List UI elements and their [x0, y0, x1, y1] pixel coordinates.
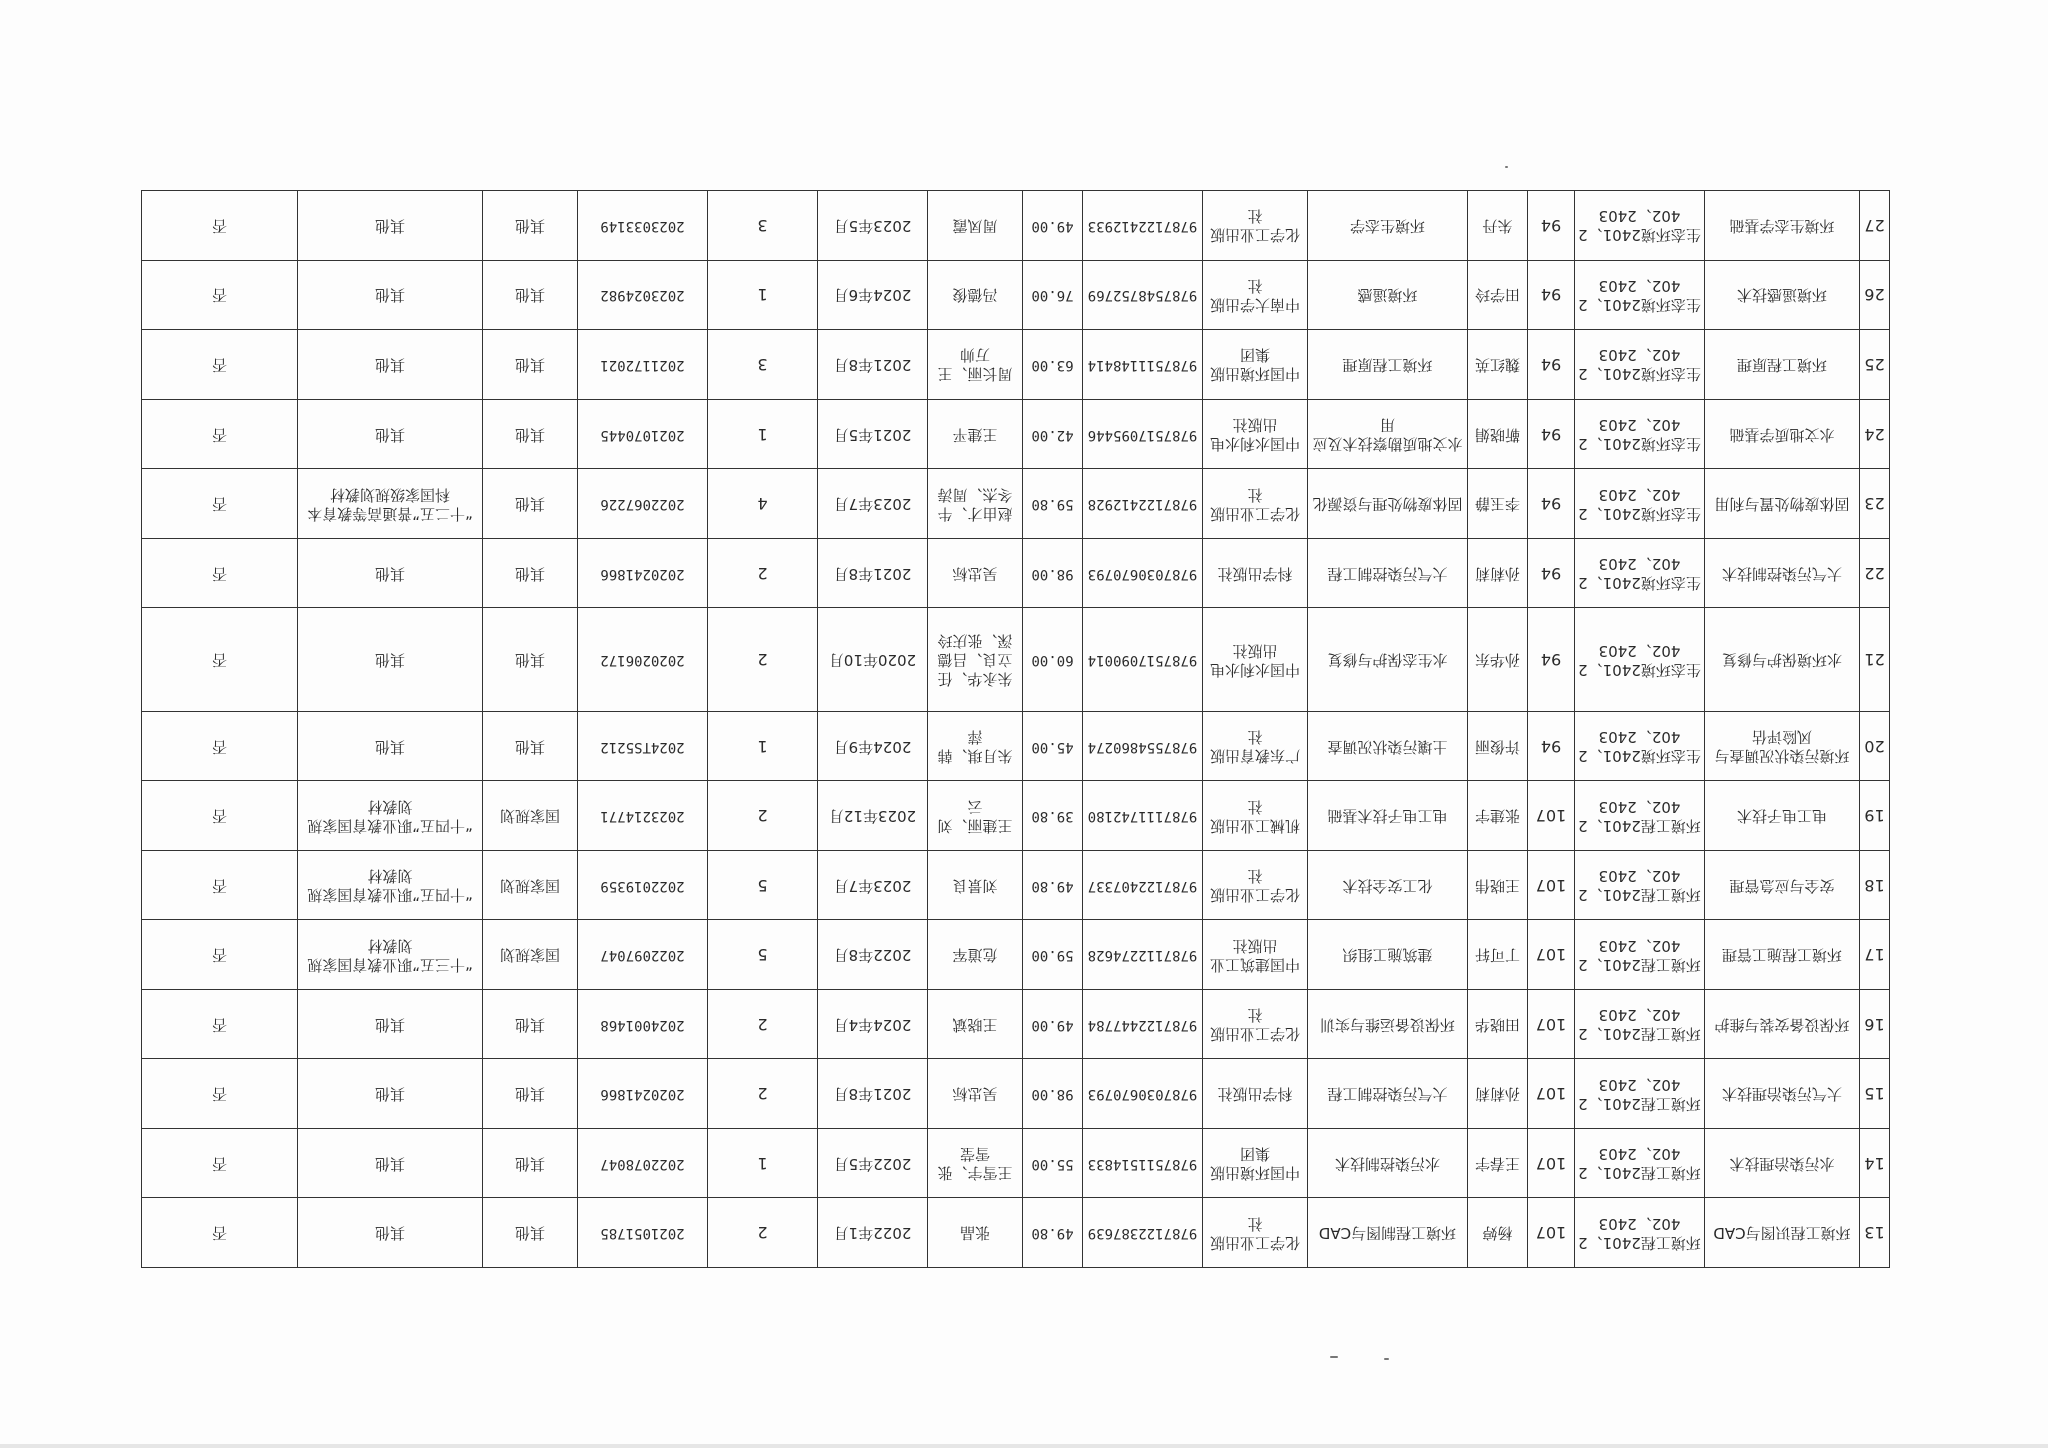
- publisher-cell: 化学工业出版社: [1203, 191, 1308, 261]
- price-cell: 45.00: [1023, 711, 1083, 781]
- edition-cell: 2: [708, 989, 818, 1059]
- isbn-cell: 9787511148414: [1083, 330, 1203, 400]
- price-cell: 59.80: [1023, 469, 1083, 539]
- table-row: [142, 191, 1890, 261]
- publisher-cell: 科学出版社: [1203, 538, 1308, 608]
- pub-date-cell: 2020年10月: [818, 608, 928, 711]
- course-cell: 环境工程识图与CAD: [1705, 1198, 1860, 1268]
- price-cell: 60.00: [1023, 608, 1083, 711]
- level-cell: 其他: [483, 260, 578, 330]
- students-cell: 107: [1528, 781, 1575, 851]
- table-row: [142, 1128, 1890, 1198]
- table-row: [142, 920, 1890, 990]
- category-cell: “十四五”职业教育国家规划教材: [298, 850, 483, 920]
- seq-cell: 24: [1860, 399, 1890, 469]
- pub-date-cell: 2024年6月: [818, 260, 928, 330]
- isbn-cell: 9787030670793: [1083, 538, 1203, 608]
- textbook-cell: 环境生态学: [1308, 191, 1468, 261]
- teacher-cell: 孙莉莉: [1468, 1059, 1528, 1129]
- code-cell: 2023033149: [578, 191, 708, 261]
- seq-cell: 22: [1860, 538, 1890, 608]
- students-cell: 94: [1528, 399, 1575, 469]
- editor-cell: 冯德俊: [928, 260, 1023, 330]
- level-cell: 国家规划: [483, 781, 578, 851]
- teacher-cell: 丁可轩: [1468, 920, 1528, 990]
- code-cell: 2024TS5212: [578, 711, 708, 781]
- seq-cell: 17: [1860, 920, 1890, 990]
- category-cell: “十三五”职业教育国家规划教材: [298, 920, 483, 990]
- editor-cell: 王建平: [928, 399, 1023, 469]
- teacher-cell: 田学玲: [1468, 260, 1528, 330]
- price-cell: 76.00: [1023, 260, 1083, 330]
- editor-cell: 危道军: [928, 920, 1023, 990]
- pub-date-cell: 2022年8月: [818, 920, 928, 990]
- seq-cell: 14: [1860, 1128, 1890, 1198]
- pub-date-cell: 2023年5月: [818, 191, 928, 261]
- category-cell: 其他: [298, 399, 483, 469]
- isbn-cell: 9787517090014: [1083, 608, 1203, 711]
- pub-date-cell: 2021年8月: [818, 1059, 928, 1129]
- course-cell: 环境生态学基础: [1705, 191, 1860, 261]
- code-cell: 2024001468: [578, 989, 708, 1059]
- remark-cell: 否: [142, 711, 298, 781]
- level-cell: 其他: [483, 1128, 578, 1198]
- remark-cell: 否: [142, 399, 298, 469]
- editor-cell: 吴忠标: [928, 1059, 1023, 1129]
- course-cell: 固体废物处置与利用: [1705, 469, 1860, 539]
- publisher-cell: 中国建筑工业出版社: [1203, 920, 1308, 990]
- code-cell: 2022078047: [578, 1128, 708, 1198]
- editor-cell: 朱月琪、韩萍: [928, 711, 1023, 781]
- course-cell: 环境污染状况调查与风险评估: [1705, 711, 1860, 781]
- remark-cell: 否: [142, 850, 298, 920]
- editor-cell: 王雪宇、张雪莹: [928, 1128, 1023, 1198]
- seq-cell: 13: [1860, 1198, 1890, 1268]
- isbn-cell: 9787517095446: [1083, 399, 1203, 469]
- textbook-cell: 固体废物处理与资源化: [1308, 469, 1468, 539]
- course-cell: 环保设备安装与维护: [1705, 989, 1860, 1059]
- category-cell: 其他: [298, 1128, 483, 1198]
- price-cell: 59.00: [1023, 920, 1083, 990]
- edition-cell: 1: [708, 1128, 818, 1198]
- code-cell: 2022019359: [578, 850, 708, 920]
- page-bottom-edge: [0, 1444, 2048, 1448]
- price-cell: 49.80: [1023, 850, 1083, 920]
- publisher-cell: 中国水利水电出版社: [1203, 608, 1308, 711]
- remark-cell: 否: [142, 920, 298, 990]
- publisher-cell: 中国环境出版集团: [1203, 1128, 1308, 1198]
- course-cell: 水环境保护与修复: [1705, 608, 1860, 711]
- level-cell: 国家规划: [483, 920, 578, 990]
- class-cell: 环境工程2401、2402、2403: [1575, 781, 1705, 851]
- remark-cell: 否: [142, 1128, 298, 1198]
- students-cell: 107: [1528, 1198, 1575, 1268]
- edition-cell: 1: [708, 711, 818, 781]
- isbn-cell: 9787554860274: [1083, 711, 1203, 781]
- category-cell: “十二五”普通高等教育本科国家级规划教材: [298, 469, 483, 539]
- seq-cell: 25: [1860, 330, 1890, 400]
- price-cell: 98.00: [1023, 538, 1083, 608]
- textbook-cell: 水污染控制技术: [1308, 1128, 1468, 1198]
- students-cell: 107: [1528, 989, 1575, 1059]
- table-row: [142, 1059, 1890, 1129]
- students-cell: 94: [1528, 608, 1575, 711]
- pub-date-cell: 2021年8月: [818, 538, 928, 608]
- students-cell: 94: [1528, 711, 1575, 781]
- textbook-cell: 大气污染控制工程: [1308, 1059, 1468, 1129]
- category-cell: 其他: [298, 538, 483, 608]
- course-cell: 环境工程施工管理: [1705, 920, 1860, 990]
- scan-speck: [1384, 1358, 1389, 1360]
- seq-cell: 20: [1860, 711, 1890, 781]
- remark-cell: 否: [142, 469, 298, 539]
- editor-cell: 吴忠标: [928, 538, 1023, 608]
- editor-cell: 王建丽、刘云: [928, 781, 1023, 851]
- code-cell: 2021172021: [578, 330, 708, 400]
- edition-cell: 1: [708, 260, 818, 330]
- pub-date-cell: 2023年7月: [818, 850, 928, 920]
- isbn-cell: 9787122412933: [1083, 191, 1203, 261]
- code-cell: 2020241866: [578, 1059, 708, 1129]
- teacher-cell: 孙莉莉: [1468, 538, 1528, 608]
- level-cell: 其他: [483, 1198, 578, 1268]
- course-cell: 水污染治理技术: [1705, 1128, 1860, 1198]
- pub-date-cell: 2023年12月: [818, 781, 928, 851]
- code-cell: 2022097047: [578, 920, 708, 990]
- editor-cell: 刘景良: [928, 850, 1023, 920]
- level-cell: 其他: [483, 469, 578, 539]
- students-cell: 94: [1528, 469, 1575, 539]
- course-cell: 环境工程原理: [1705, 330, 1860, 400]
- level-cell: 其他: [483, 538, 578, 608]
- publisher-cell: 化学工业出版社: [1203, 850, 1308, 920]
- textbook-cell: 水生态保护与修复: [1308, 608, 1468, 711]
- teacher-cell: 孙华东: [1468, 608, 1528, 711]
- publisher-cell: 广东教育出版社: [1203, 711, 1308, 781]
- isbn-cell: 9787548752769: [1083, 260, 1203, 330]
- edition-cell: 2: [708, 608, 818, 711]
- code-cell: 2022067226: [578, 469, 708, 539]
- teacher-cell: 魏红英: [1468, 330, 1528, 400]
- code-cell: 2021070445: [578, 399, 708, 469]
- code-cell: 2020206172: [578, 608, 708, 711]
- edition-cell: 3: [708, 330, 818, 400]
- publisher-cell: 化学工业出版社: [1203, 469, 1308, 539]
- class-cell: 生态环境2401、2402、2403: [1575, 711, 1705, 781]
- course-cell: 环境遥感技术: [1705, 260, 1860, 330]
- teacher-cell: 张建宇: [1468, 781, 1528, 851]
- teacher-cell: 王春宇: [1468, 1128, 1528, 1198]
- pub-date-cell: 2021年5月: [818, 399, 928, 469]
- seq-cell: 27: [1860, 191, 1890, 261]
- teacher-cell: 朱丹: [1468, 191, 1528, 261]
- textbook-table: [141, 190, 1890, 1268]
- edition-cell: 4: [708, 469, 818, 539]
- pub-date-cell: 2021年8月: [818, 330, 928, 400]
- price-cell: 42.00: [1023, 399, 1083, 469]
- edition-cell: 2: [708, 781, 818, 851]
- remark-cell: 否: [142, 1059, 298, 1129]
- class-cell: 生态环境2401、2402、2403: [1575, 330, 1705, 400]
- textbook-cell: 建筑施工组织: [1308, 920, 1468, 990]
- editor-cell: 周凤霞: [928, 191, 1023, 261]
- publisher-cell: 机械工业出版社: [1203, 781, 1308, 851]
- editor-cell: 王晓斌: [928, 989, 1023, 1059]
- class-cell: 环境工程2401、2402、2403: [1575, 850, 1705, 920]
- level-cell: 其他: [483, 399, 578, 469]
- category-cell: 其他: [298, 330, 483, 400]
- students-cell: 94: [1528, 538, 1575, 608]
- table-row: [142, 538, 1890, 608]
- course-cell: 大气污染控制技术: [1705, 538, 1860, 608]
- publisher-cell: 科学出版社: [1203, 1059, 1308, 1129]
- publisher-cell: 化学工业出版社: [1203, 1198, 1308, 1268]
- students-cell: 107: [1528, 920, 1575, 990]
- isbn-cell: 9787511514833: [1083, 1128, 1203, 1198]
- students-cell: 107: [1528, 850, 1575, 920]
- isbn-cell: 9787122387639: [1083, 1198, 1203, 1268]
- remark-cell: 否: [142, 191, 298, 261]
- isbn-cell: 9787122412928: [1083, 469, 1203, 539]
- class-cell: 环境工程2401、2402、2403: [1575, 989, 1705, 1059]
- editor-cell: 朱永华、任立良、吕德深、张庆玲: [928, 608, 1023, 711]
- pub-date-cell: 2024年4月: [818, 989, 928, 1059]
- publisher-cell: 中国环境出版集团: [1203, 330, 1308, 400]
- course-cell: 水文地质学基础: [1705, 399, 1860, 469]
- remark-cell: 否: [142, 989, 298, 1059]
- teacher-cell: 靳晓娟: [1468, 399, 1528, 469]
- category-cell: 其他: [298, 711, 483, 781]
- textbook-cell: 化工安全技术: [1308, 850, 1468, 920]
- students-cell: 107: [1528, 1128, 1575, 1198]
- category-cell: 其他: [298, 989, 483, 1059]
- edition-cell: 5: [708, 850, 818, 920]
- isbn-cell: 9787112274628: [1083, 920, 1203, 990]
- class-cell: 生态环境2401、2402、2403: [1575, 260, 1705, 330]
- seq-cell: 26: [1860, 260, 1890, 330]
- table-body: [142, 191, 1890, 1268]
- price-cell: 49.80: [1023, 1198, 1083, 1268]
- class-cell: 生态环境2401、2402、2403: [1575, 469, 1705, 539]
- publisher-cell: 中南大学出版社: [1203, 260, 1308, 330]
- remark-cell: 否: [142, 781, 298, 851]
- table-row: [142, 260, 1890, 330]
- course-cell: 安全与应急管理: [1705, 850, 1860, 920]
- textbook-cell: 土壤污染状况调查: [1308, 711, 1468, 781]
- price-cell: 55.00: [1023, 1128, 1083, 1198]
- table-row: [142, 469, 1890, 539]
- code-cell: 2020241866: [578, 538, 708, 608]
- price-cell: 98.00: [1023, 1059, 1083, 1129]
- table-row: [142, 1198, 1890, 1268]
- category-cell: 其他: [298, 260, 483, 330]
- isbn-cell: 9787122407337: [1083, 850, 1203, 920]
- edition-cell: 5: [708, 920, 818, 990]
- level-cell: 其他: [483, 608, 578, 711]
- category-cell: 其他: [298, 608, 483, 711]
- level-cell: 其他: [483, 330, 578, 400]
- course-cell: 大气污染治理技术: [1705, 1059, 1860, 1129]
- class-cell: 环境工程2401、2402、2403: [1575, 920, 1705, 990]
- class-cell: 生态环境2401、2402、2403: [1575, 191, 1705, 261]
- level-cell: 其他: [483, 711, 578, 781]
- course-cell: 电工电子技术: [1705, 781, 1860, 851]
- class-cell: 环境工程2401、2402、2403: [1575, 1198, 1705, 1268]
- category-cell: 其他: [298, 191, 483, 261]
- students-cell: 107: [1528, 1059, 1575, 1129]
- category-cell: 其他: [298, 1059, 483, 1129]
- editor-cell: 张晶: [928, 1198, 1023, 1268]
- remark-cell: 否: [142, 608, 298, 711]
- textbook-cell: 大气污染控制工程: [1308, 538, 1468, 608]
- code-cell: 2023214771: [578, 781, 708, 851]
- class-cell: 生态环境2401、2402、2403: [1575, 399, 1705, 469]
- class-cell: 生态环境2401、2402、2403: [1575, 608, 1705, 711]
- isbn-cell: 9787122447784: [1083, 989, 1203, 1059]
- seq-cell: 21: [1860, 608, 1890, 711]
- remark-cell: 否: [142, 330, 298, 400]
- category-cell: “十四五”职业教育国家规划教材: [298, 781, 483, 851]
- seq-cell: 23: [1860, 469, 1890, 539]
- code-cell: 2021051785: [578, 1198, 708, 1268]
- table-row: [142, 989, 1890, 1059]
- edition-cell: 3: [708, 191, 818, 261]
- textbook-cell: 电工电子技术基础: [1308, 781, 1468, 851]
- isbn-cell: 9787111742180: [1083, 781, 1203, 851]
- code-cell: 2023024982: [578, 260, 708, 330]
- textbook-cell: 环境工程原理: [1308, 330, 1468, 400]
- teacher-cell: 许俊丽: [1468, 711, 1528, 781]
- textbook-table-sheet: [142, 190, 1890, 1268]
- edition-cell: 1: [708, 399, 818, 469]
- table-row: [142, 781, 1890, 851]
- textbook-cell: 环境遥感: [1308, 260, 1468, 330]
- teacher-cell: 杨婷: [1468, 1198, 1528, 1268]
- category-cell: 其他: [298, 1198, 483, 1268]
- publisher-cell: 化学工业出版社: [1203, 989, 1308, 1059]
- table-row: [142, 608, 1890, 711]
- edition-cell: 2: [708, 1059, 818, 1129]
- table-row: [142, 399, 1890, 469]
- remark-cell: 否: [142, 260, 298, 330]
- price-cell: 63.00: [1023, 330, 1083, 400]
- seq-cell: 16: [1860, 989, 1890, 1059]
- teacher-cell: 王晓伟: [1468, 850, 1528, 920]
- level-cell: 其他: [483, 1059, 578, 1129]
- class-cell: 环境工程2401、2402、2403: [1575, 1128, 1705, 1198]
- scan-speck: [1505, 166, 1508, 168]
- level-cell: 国家规划: [483, 850, 578, 920]
- class-cell: 环境工程2401、2402、2403: [1575, 1059, 1705, 1129]
- students-cell: 94: [1528, 191, 1575, 261]
- seq-cell: 15: [1860, 1059, 1890, 1129]
- publisher-cell: 中国水利水电出版社: [1203, 399, 1308, 469]
- editor-cell: 赵由才、牛冬杰、周涛: [928, 469, 1023, 539]
- pub-date-cell: 2022年5月: [818, 1128, 928, 1198]
- remark-cell: 否: [142, 1198, 298, 1268]
- remark-cell: 否: [142, 538, 298, 608]
- pub-date-cell: 2022年1月: [818, 1198, 928, 1268]
- price-cell: 49.00: [1023, 989, 1083, 1059]
- table-row: [142, 850, 1890, 920]
- seq-cell: 18: [1860, 850, 1890, 920]
- isbn-cell: 9787030670793: [1083, 1059, 1203, 1129]
- price-cell: 49.00: [1023, 191, 1083, 261]
- textbook-cell: 环保设备运维与实训: [1308, 989, 1468, 1059]
- edition-cell: 2: [708, 538, 818, 608]
- pub-date-cell: 2023年7月: [818, 469, 928, 539]
- level-cell: 其他: [483, 989, 578, 1059]
- students-cell: 94: [1528, 330, 1575, 400]
- textbook-cell: 环境工程制图与CAD: [1308, 1198, 1468, 1268]
- price-cell: 39.80: [1023, 781, 1083, 851]
- teacher-cell: 李玉静: [1468, 469, 1528, 539]
- table-row: [142, 711, 1890, 781]
- level-cell: 其他: [483, 191, 578, 261]
- class-cell: 生态环境2401、2402、2403: [1575, 538, 1705, 608]
- table-row: [142, 330, 1890, 400]
- editor-cell: 周长丽、王万帅: [928, 330, 1023, 400]
- students-cell: 94: [1528, 260, 1575, 330]
- pub-date-cell: 2024年9月: [818, 711, 928, 781]
- textbook-cell: 水文地质勘察技术及应用: [1308, 399, 1468, 469]
- edition-cell: 2: [708, 1198, 818, 1268]
- teacher-cell: 田晓华: [1468, 989, 1528, 1059]
- scan-speck: [1330, 1356, 1338, 1358]
- seq-cell: 19: [1860, 781, 1890, 851]
